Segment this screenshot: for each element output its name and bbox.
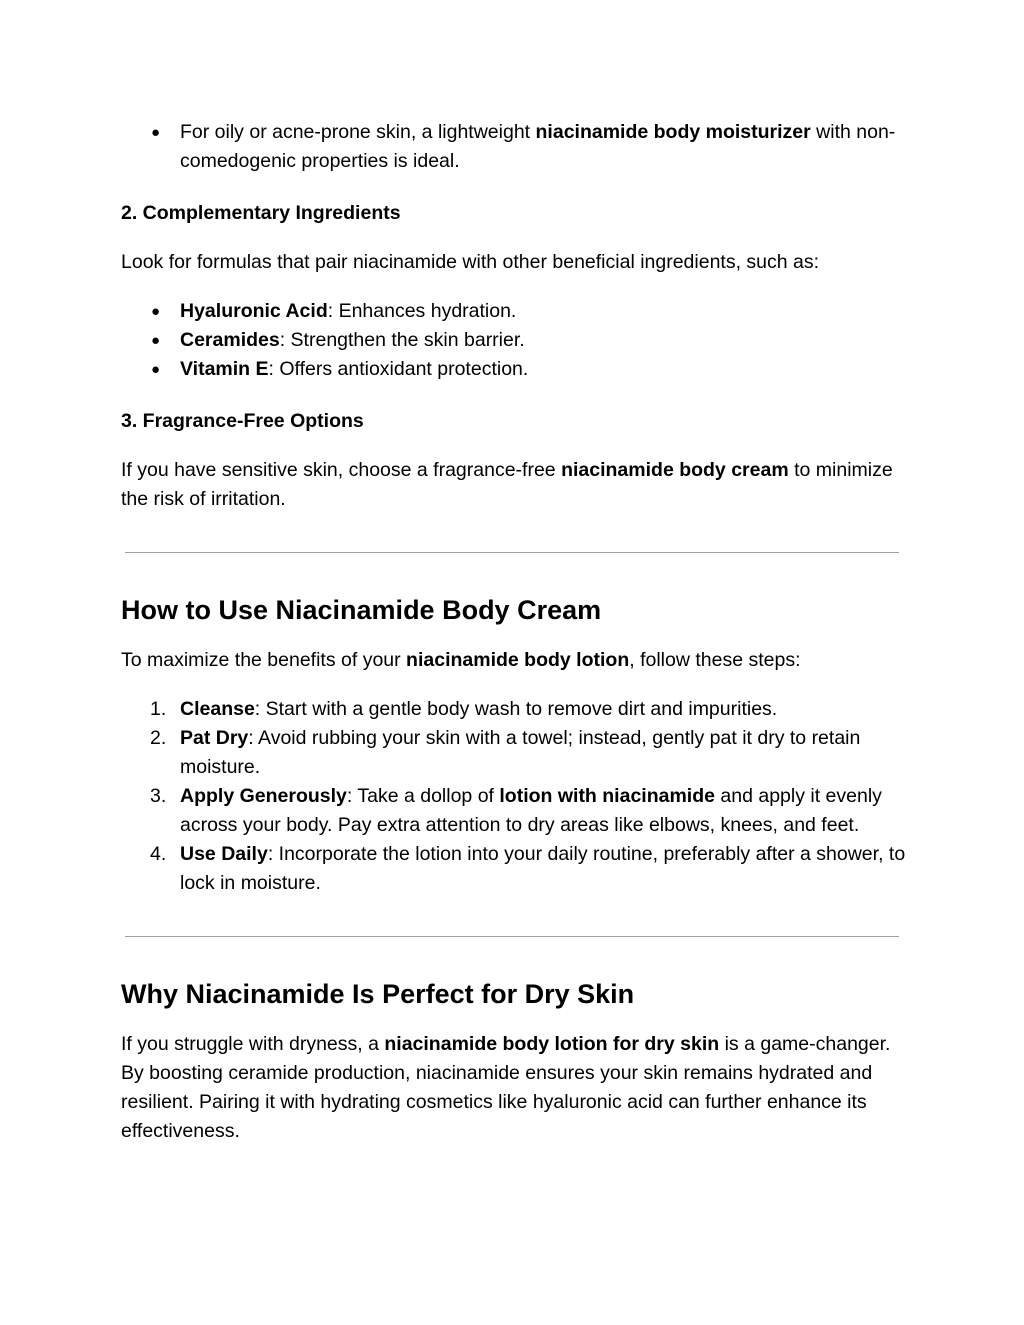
step-number: 2. <box>150 727 167 749</box>
item-text: : Take a dollop of <box>346 785 500 807</box>
list-item <box>121 782 911 840</box>
ingredients-list <box>121 297 911 384</box>
item-text: and apply it evenly across your body. Pay extra attention to dry areas like elbows, knees, and feet. <box>180 785 882 836</box>
item-text: : Strengthen the skin barrier. <box>279 329 525 351</box>
bullet-icon: ● <box>151 303 161 320</box>
section-heading: 3. Fragrance-Free Options <box>121 410 364 432</box>
item-bold-text: Use Daily <box>180 843 268 865</box>
item-bold-text: Ceramides <box>180 329 280 351</box>
list-item <box>121 326 911 355</box>
item-bold-text: lotion with niacinamide <box>499 785 715 807</box>
section-heading: 2. Complementary Ingredients <box>121 202 401 224</box>
bullet-icon: ● <box>151 361 161 378</box>
section-title: Why Niacinamide Is Perfect for Dry Skin <box>121 979 635 1009</box>
bullet-icon: ● <box>151 332 161 349</box>
paragraph-text: If you struggle with dryness, a <box>121 1033 385 1055</box>
item-bold-text: Hyaluronic Acid <box>180 300 328 322</box>
paragraph-bold-text: niacinamide body lotion <box>406 649 630 671</box>
step-number: 3. <box>150 785 167 807</box>
paragraph-text: To maximize the benefits of your <box>121 649 407 671</box>
step-number: 4. <box>150 843 167 865</box>
paragraph-text: is a game-changer. By boosting ceramide production, niacinamide ensures your skin remains hydrated and resilient. Pairing it with hydrating cosmetics like hyaluronic acid can further enhance its effectiveness. <box>121 1033 891 1142</box>
list-item <box>121 724 911 782</box>
list-item <box>121 118 911 176</box>
item-bold-text: Vitamin E <box>180 358 269 380</box>
step-number: 1. <box>150 698 167 720</box>
paragraph <box>121 1030 911 1146</box>
steps-list <box>121 695 911 898</box>
list-item <box>121 840 911 898</box>
paragraph <box>121 456 911 514</box>
list-item <box>121 355 911 384</box>
paragraph-text: to minimize the risk of irritation. <box>121 459 893 510</box>
paragraph-bold-text: niacinamide body cream <box>561 459 789 481</box>
paragraph: Look for formulas that pair niacinamide with other beneficial ingredients, such as: <box>121 251 820 273</box>
item-bold-text: niacinamide body moisturizer <box>535 121 811 143</box>
horizontal-divider <box>125 936 899 937</box>
item-text: with non-comedogenic properties is ideal. <box>180 121 896 172</box>
section-title: How to Use Niacinamide Body Cream <box>121 595 602 625</box>
bullet-icon: ● <box>151 124 161 141</box>
paragraph-bold-text: niacinamide body lotion for dry skin <box>384 1033 720 1055</box>
list-item <box>121 297 911 326</box>
item-text: : Avoid rubbing your skin with a towel; instead, gently pat it dry to retain moisture. <box>180 727 861 778</box>
item-text: : Offers antioxidant protection. <box>268 358 529 380</box>
intro-bullet-list <box>121 118 911 176</box>
item-text: : Enhances hydration. <box>327 300 517 322</box>
paragraph <box>121 646 911 675</box>
item-text: : Start with a gentle body wash to remove dirt and impurities. <box>254 698 778 720</box>
paragraph-text: , follow these steps: <box>629 649 801 671</box>
document-content <box>121 118 911 1146</box>
item-bold-text: Pat Dry <box>180 727 249 749</box>
item-text: For oily or acne-prone skin, a lightweight <box>180 121 536 143</box>
item-text: : Incorporate the lotion into your daily routine, preferably after a shower, to lock in moisture. <box>180 843 906 894</box>
paragraph-text: If you have sensitive skin, choose a fragrance-free <box>121 459 562 481</box>
item-bold-text: Cleanse <box>180 698 255 720</box>
list-item <box>121 695 911 724</box>
horizontal-divider <box>125 552 899 553</box>
item-bold-text: Apply Generously <box>180 785 347 807</box>
